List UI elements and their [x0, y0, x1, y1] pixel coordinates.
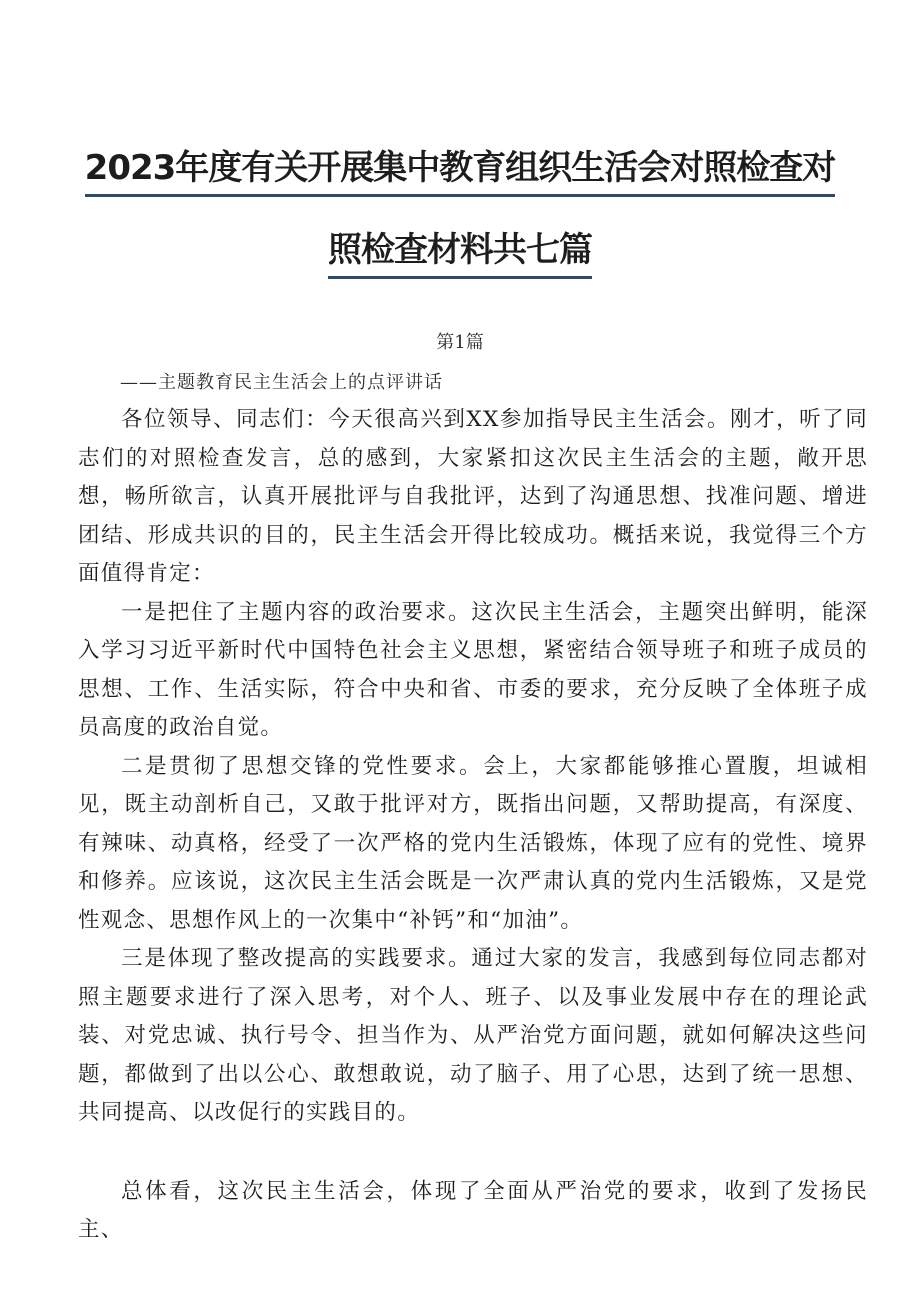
- speech-byline: ——主题教育民主生活会上的点评讲话: [120, 372, 443, 393]
- document-title-text-1: 2023年度有关开展集中教育组织生活会对照检查对: [85, 148, 836, 197]
- paragraph-point-1: 一是把住了主题内容的政治要求。这次民主生活会，主题突出鲜明，能深入学习习近平新时代中国特色社会主义思想，紧密结合领导班子和班子成员的思想、工作、生活实际，符合中央和省、市委的要求，充分反映了全体班子成员高度的政治自觉。: [78, 599, 868, 740]
- document-title-text-2: 照检查材料共七篇: [328, 230, 592, 279]
- document-title-line-1: [40, 140, 880, 189]
- paragraph-point-3: 三是体现了整改提高的实践要求。通过大家的发言，我感到每位同志都对照主题要求进行了深入思考，对个人、班子、以及事业发展中存在的理论武装、对党忠诚、执行号令、担当作为、从严治党方面问题，就如何解决这些问题，都做到了出以公心、敢想敢说，动了脑子、用了心思，达到了统一思想、共同提高、以改促行的实践目的。: [78, 946, 868, 1125]
- paragraph-point-2: 二是贯彻了思想交锋的党性要求。会上，大家都能够推心置腹，坦诚相见，既主动剖析自己，又敢于批评对方，既指出问题，又帮助提高，有深度、有辣味、动真格，经受了一次严格的党内生活锻炼，体现了应有的党性、境界和修养。应该说，这次民主生活会既是一次严肃认真的党内生活锻炼，又是党性观念、思想作风上的一次集中“补钙”和“加油”。: [78, 753, 868, 933]
- paragraph-summary: 总体看，这次民主生活会，体现了全面从严治党的要求，收到了发扬民主、: [78, 1178, 868, 1242]
- section-heading: 第1篇: [436, 332, 484, 353]
- document-body: [78, 401, 868, 1250]
- document-title-line-2: [40, 222, 880, 271]
- paragraph-opening: 各位领导、同志们：今天很高兴到XX参加指导民主生活会。刚才，听了同志们的对照检查发言，总的感到，大家紧扣这次民主生活会的主题，敞开思想，畅所欲言，认真开展批评与自我批评，达到了沟通思想、找准问题、增进团结、形成共识的目的，民主生活会开得比较成功。概括来说，我觉得三个方面值得肯定：: [78, 407, 868, 586]
